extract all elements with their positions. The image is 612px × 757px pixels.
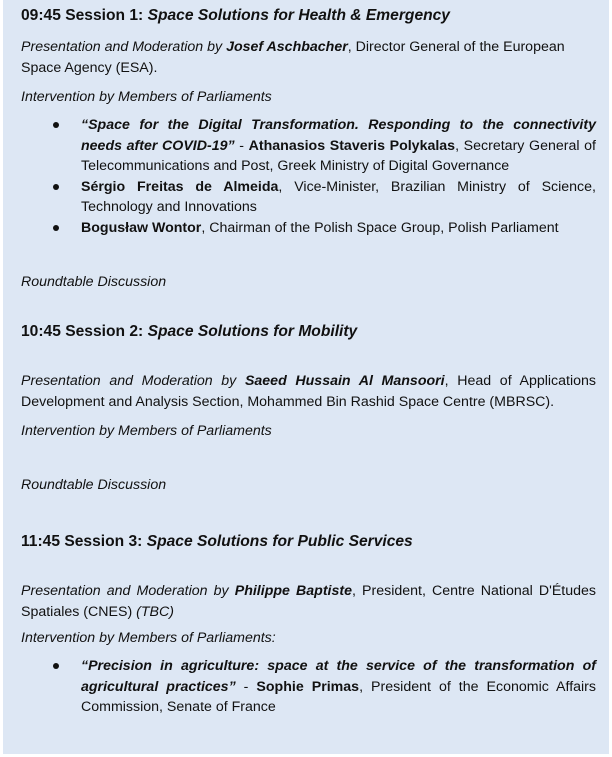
session2-heading xyxy=(21,322,596,343)
session1-intervention: Intervention by Members of Parliaments xyxy=(21,89,272,105)
session3-moderator-name: Philippe Baptiste xyxy=(234,583,352,599)
session3-heading xyxy=(21,532,596,553)
session2-intervention: Intervention by Members of Parliaments xyxy=(21,423,272,439)
bullet-icon xyxy=(53,122,59,128)
session1-moderation xyxy=(21,37,596,78)
session2-moderation-prefix: Presentation and Moderation by xyxy=(21,373,245,389)
list-item xyxy=(21,177,596,218)
session3-moderation xyxy=(21,581,596,622)
speaker-name: Bogusław Wontor xyxy=(81,219,202,236)
session3-moderator-role: , President, Centre National D'Études Spatiales (CNES) xyxy=(21,583,597,620)
bullet-icon xyxy=(53,663,59,669)
session3-time: 11:45 Session 3: xyxy=(21,533,147,550)
speaker-name: Sérgio Freitas de Almeida xyxy=(81,178,279,195)
session1-heading xyxy=(21,6,596,27)
speaker-role: , Chairman of the Polish Space Group, Polish Parliament xyxy=(201,219,559,236)
session2-moderator-role: , Head of Applications Development and Analysis Section, Mohammed Bin Rashid Space Centre (MBRSC). xyxy=(21,373,597,410)
list-item xyxy=(21,656,596,718)
list-item xyxy=(21,218,596,239)
speaker-name: Athanasios Staveris Polykalas xyxy=(248,137,456,154)
session1-moderation-prefix: Presentation and Moderation by xyxy=(21,39,227,55)
session1-title: Space Solutions for Health & Emergency xyxy=(147,7,450,24)
bullet-icon xyxy=(53,184,59,190)
session3-tbc: (TBC) xyxy=(136,603,174,620)
session1-moderator-role: , Director General of the European Space Agency (ESA). xyxy=(21,39,565,76)
session3-speaker-list xyxy=(21,656,596,718)
bullet-icon xyxy=(53,225,59,231)
speaker-separator: - xyxy=(235,678,257,695)
session3-title: Space Solutions for Public Services xyxy=(146,533,413,550)
speaker-quote: “Space for the Digital Transformation. Responding to the connectivity needs after COVID-19” xyxy=(81,117,596,154)
speaker-role: , Secretary General of Telecommunications and Post, Greek Ministry of Digital Governance xyxy=(81,137,596,174)
session2-roundtable: Roundtable Discussion xyxy=(21,477,167,493)
agenda-panel xyxy=(3,0,609,754)
list-item xyxy=(21,115,596,177)
session2-time: 10:45 Session 2: xyxy=(21,323,148,340)
session1-time: 09:45 Session 1: xyxy=(21,7,148,24)
speaker-quote: “Precision in agriculture: space at the service of the transformation of agricultural practices” xyxy=(81,658,596,695)
session2-moderator-name: Saeed Hussain Al Mansoori xyxy=(244,373,445,389)
session1-moderator-name: Josef Aschbacher xyxy=(226,39,348,55)
speaker-separator: - xyxy=(234,137,249,154)
speaker-role: , President of the Economic Affairs Commission, Senate of France xyxy=(81,678,597,715)
speaker-name: Sophie Primas xyxy=(256,678,360,695)
session3-moderation-prefix: Presentation and Moderation by xyxy=(21,583,235,599)
session3-intervention: Intervention by Members of Parliaments: xyxy=(21,630,276,646)
session1-speaker-list xyxy=(21,115,596,238)
session2-moderation xyxy=(21,371,596,412)
session2-title: Space Solutions for Mobility xyxy=(147,323,358,340)
speaker-role: , Vice-Minister, Brazilian Ministry of Science, Technology and Innovations xyxy=(81,178,596,215)
session1-roundtable: Roundtable Discussion xyxy=(21,274,167,290)
